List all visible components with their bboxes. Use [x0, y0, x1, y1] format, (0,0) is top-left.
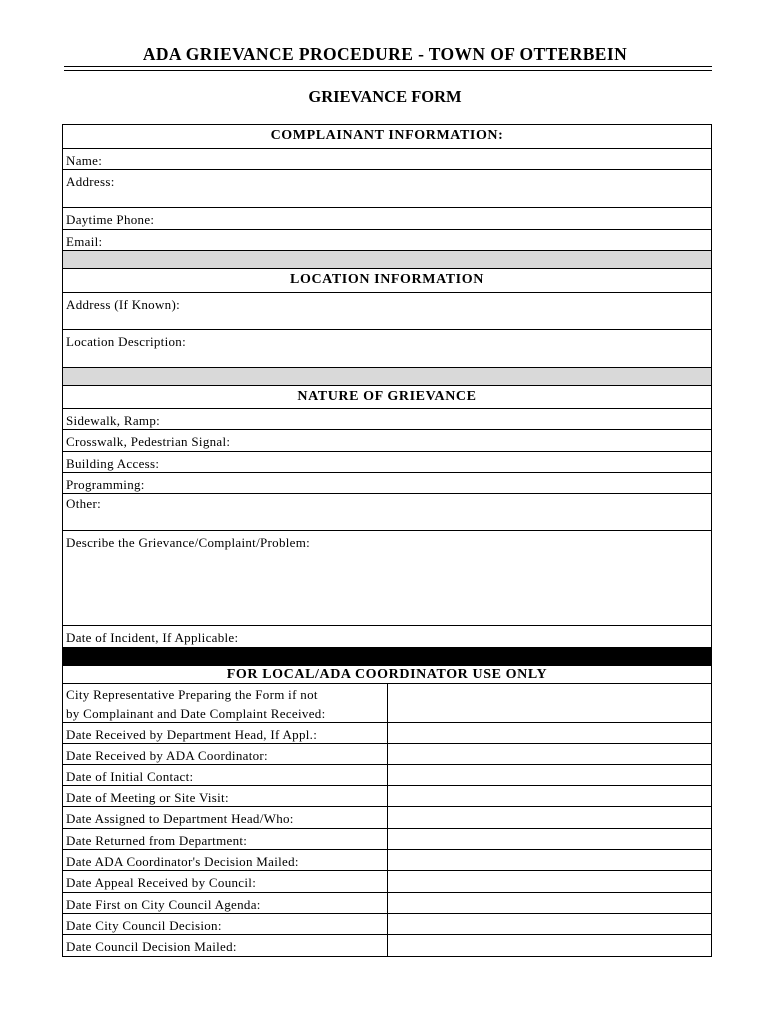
rep-input[interactable]	[387, 684, 711, 722]
crosswalk-field[interactable]	[63, 430, 711, 452]
email-label: Email:	[66, 234, 103, 249]
coordinator-row-input[interactable]	[387, 935, 711, 956]
coordinator-row	[63, 723, 711, 744]
name-field[interactable]	[63, 149, 711, 170]
section-divider-1	[63, 251, 711, 269]
coordinator-row-label: Date City Council Decision:	[66, 918, 222, 933]
coordinator-row-label: Date ADA Coordinator's Decision Mailed:	[66, 854, 299, 869]
location-description-label: Location Description:	[66, 334, 187, 349]
coordinator-row	[63, 893, 711, 914]
coordinator-row-label: Date of Initial Contact:	[66, 769, 194, 784]
coordinator-row-label: Date First on City Council Agenda:	[66, 897, 261, 912]
section-divider-black	[63, 648, 711, 666]
coordinator-row	[63, 829, 711, 850]
coordinator-row	[63, 935, 711, 956]
name-label: Name:	[66, 153, 103, 168]
grievance-form	[62, 124, 712, 957]
coordinator-row-label: Date Appeal Received by Council:	[66, 875, 257, 890]
location-heading-text: LOCATION INFORMATION	[290, 272, 484, 287]
coordinator-row-label: Date Received by Department Head, If Appl.:	[66, 727, 318, 742]
coordinator-row-input[interactable]	[387, 914, 711, 934]
complainant-heading-text: COMPLAINANT INFORMATION:	[270, 128, 504, 143]
address-label: Address:	[66, 174, 115, 189]
other-label: Other:	[66, 496, 102, 511]
coordinator-heading-text: FOR LOCAL/ADA COORDINATOR USE ONLY	[226, 667, 548, 682]
building-access-label: Building Access:	[66, 456, 160, 471]
crosswalk-label: Crosswalk, Pedestrian Signal:	[66, 434, 231, 449]
describe-field[interactable]	[63, 531, 711, 626]
rep-row	[63, 684, 711, 723]
rep-label-line2: by Complainant and Date Complaint Received:	[66, 706, 326, 721]
coordinator-row-label: Date Assigned to Department Head/Who:	[66, 811, 294, 826]
date-incident-field[interactable]	[63, 626, 711, 648]
rep-label-line1: City Representative Preparing the Form if not	[66, 687, 318, 702]
title-rule-thin	[64, 70, 712, 71]
coordinator-row	[63, 765, 711, 786]
programming-field[interactable]	[63, 473, 711, 494]
describe-label: Describe the Grievance/Complaint/Problem:	[66, 535, 311, 550]
coordinator-row	[63, 744, 711, 765]
location-address-label: Address (If Known):	[66, 297, 181, 312]
sidewalk-label: Sidewalk, Ramp:	[66, 413, 161, 428]
coordinator-row-input[interactable]	[387, 829, 711, 849]
title-rule-thick	[64, 66, 712, 67]
phone-label: Daytime Phone:	[66, 212, 155, 227]
nature-heading-text: NATURE OF GRIEVANCE	[297, 389, 477, 404]
coordinator-row	[63, 914, 711, 935]
nature-heading	[63, 386, 711, 409]
address-field[interactable]	[63, 170, 711, 208]
location-address-field[interactable]	[63, 293, 711, 330]
coordinator-row-label: Date Returned from Department:	[66, 833, 248, 848]
coordinator-row	[63, 807, 711, 829]
coordinator-row-input[interactable]	[387, 850, 711, 870]
location-heading	[63, 269, 711, 293]
coordinator-row-input[interactable]	[387, 871, 711, 892]
coordinator-row-input[interactable]	[387, 723, 711, 743]
coordinator-row	[63, 871, 711, 893]
section-divider-2	[63, 368, 711, 386]
coordinator-heading	[63, 666, 711, 684]
programming-label: Programming:	[66, 477, 145, 492]
document-title: ADA GRIEVANCE PROCEDURE - TOWN OF OTTERBEIN	[142, 44, 628, 64]
coordinator-row-input[interactable]	[387, 807, 711, 828]
coordinator-row-input[interactable]	[387, 765, 711, 785]
coordinator-row	[63, 786, 711, 807]
location-description-field[interactable]	[63, 330, 711, 368]
coordinator-row-label: Date Council Decision Mailed:	[66, 939, 237, 954]
other-field[interactable]	[63, 494, 711, 531]
building-access-field[interactable]	[63, 452, 711, 473]
complainant-heading	[63, 125, 711, 149]
phone-field[interactable]	[63, 208, 711, 230]
coordinator-row-label: Date of Meeting or Site Visit:	[66, 790, 229, 805]
sidewalk-field[interactable]	[63, 409, 711, 430]
coordinator-row-input[interactable]	[387, 744, 711, 764]
coordinator-row	[63, 850, 711, 871]
date-incident-label: Date of Incident, If Applicable:	[66, 630, 239, 645]
rep-label	[66, 685, 384, 723]
coordinator-row-input[interactable]	[387, 786, 711, 806]
coordinator-row-label: Date Received by ADA Coordinator:	[66, 748, 268, 763]
email-field[interactable]	[63, 230, 711, 251]
coordinator-row-input[interactable]	[387, 893, 711, 913]
form-subtitle: GRIEVANCE FORM	[308, 87, 462, 106]
